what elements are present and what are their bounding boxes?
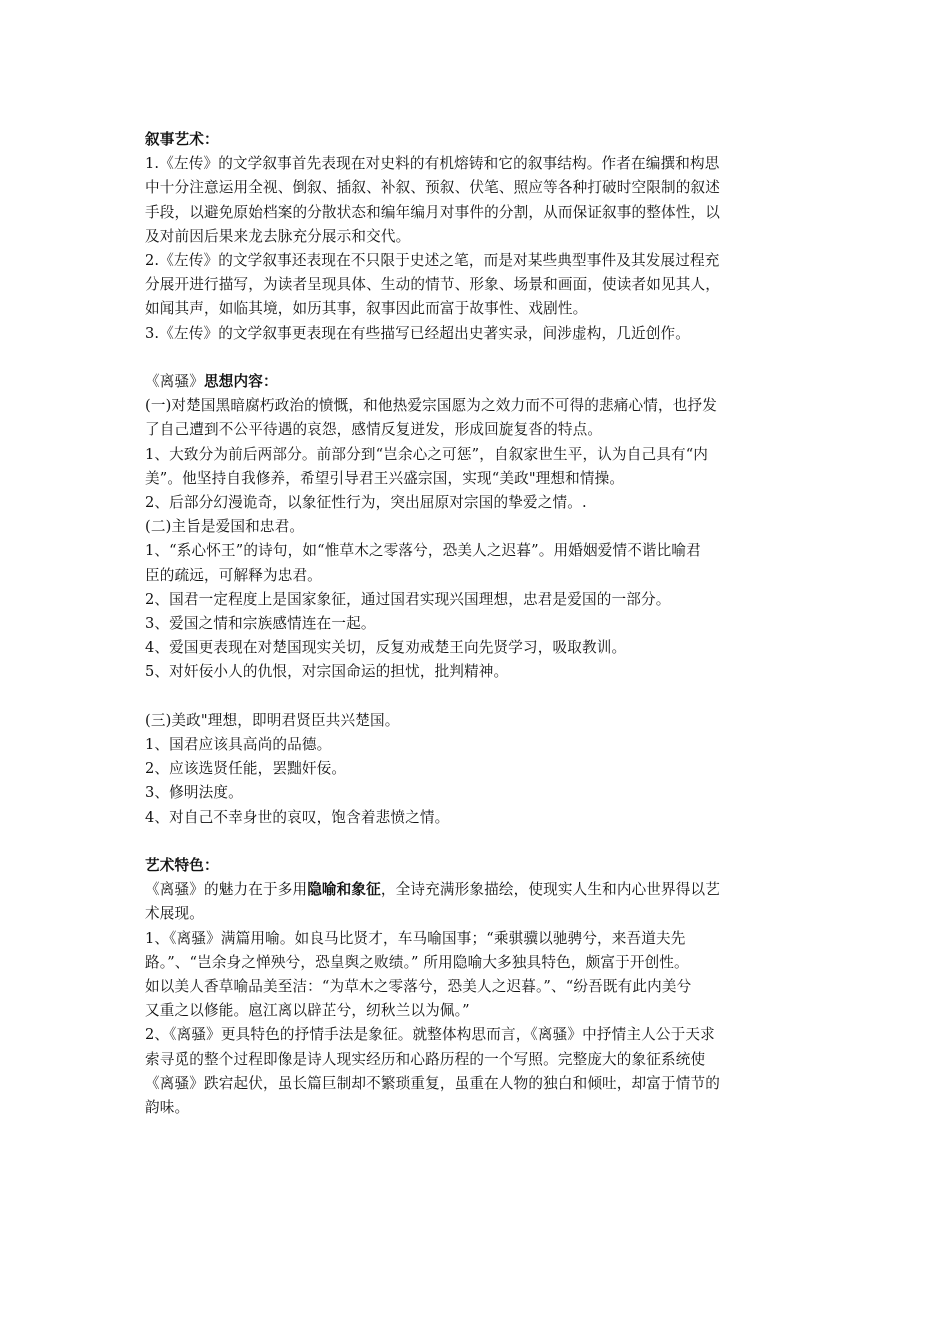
paragraph-line: 中十分注意运用全视、倒叙、插叙、补叙、预叙、伏笔、照应等各种打破时空限制的叙述: [145, 179, 721, 197]
paragraph-line: 3、爱国之情和宗族感情连在一起。: [145, 615, 376, 633]
paragraph-line: 及对前因后果来龙去脉充分展示和交代。: [145, 227, 411, 245]
section-art-features-body: [145, 902, 810, 1120]
document-page: [145, 128, 810, 1120]
section-narrative-art-body: [145, 152, 810, 346]
paragraph-line: 2、国君一定程度上是国家象征，通过国君实现兴国理想，忠君是爱国的一部分。: [145, 590, 671, 608]
intro-prefix: 《离骚》的魅力在于多用: [145, 881, 308, 899]
blank-line: [145, 685, 810, 709]
paragraph-line: 韵味。: [145, 1099, 190, 1117]
paragraph-line: 3.《左传》的文学叙事更表现在有些描写已经超出史著实录，间涉虚构，几近创作。: [145, 324, 691, 342]
paragraph-line: 5、对奸佞小人的仇恨，对宗国命运的担忧，批判精神。: [145, 663, 509, 681]
paragraph-line: 4、爱国更表现在对楚国现实关切，反复劝戒楚王向先贤学习，吸取教训。: [145, 639, 627, 657]
blank-line: [145, 830, 810, 854]
heading-prefix: 《离骚》: [145, 373, 204, 391]
paragraph-line: 《离骚》跌宕起伏，虽长篇巨制却不繁琐重复，虽重在人物的独白和倾吐，却富于情节的: [145, 1074, 721, 1092]
paragraph-line: 路。”、“岂余身之惮殃兮，恐皇舆之败绩。” 所用隐喻大多独具特色，颇富于开创性。: [145, 953, 689, 971]
paragraph-line: 1、“系心怀王”的诗句，如“惟草木之零落兮，恐美人之迟暮”。用婚姻爱情不谐比喻君: [145, 542, 701, 560]
paragraph-line: (三)美政"理想，即明君贤臣共兴楚国。: [145, 711, 400, 729]
section-lisao-ideal-body: [145, 709, 810, 830]
paragraph-line: 手段，以避免原始档案的分散状态和编年编月对事件的分割，从而保证叙事的整体性，以: [145, 203, 721, 221]
section-heading-art-features: 艺术特色：: [145, 857, 219, 875]
section-lisao-content-body: [145, 394, 810, 684]
section-heading-lisao-content: [145, 370, 810, 394]
paragraph-line: 2、《离骚》更具特色的抒情手法是象征。就整体构思而言，《离骚》中抒情主人公于天求: [145, 1026, 715, 1044]
paragraph-line: 1、国君应该具高尚的品德。: [145, 736, 332, 754]
paragraph-line: 术展现。: [145, 905, 204, 923]
paragraph-line: 如闻其声，如临其境，如历其事，叙事因此而富于故事性、戏剧性。: [145, 300, 588, 318]
blank-line: [145, 346, 810, 370]
paragraph-line: 1.《左传》的文学叙事首先表现在对史料的有机熔铸和它的叙事结构。作者在编撰和构思: [145, 155, 720, 173]
section-heading-narrative-art: 叙事艺术：: [145, 131, 219, 148]
paragraph-line: 2.《左传》的文学叙事还表现在不只限于史述之笔，而是对某些典型事件及其发展过程充: [145, 252, 720, 270]
intro-bold: 隐喻和象征: [307, 881, 381, 899]
paragraph-line: 1、大致分为前后两部分。前部分到“岂余心之可惩”，自叙家世生平，认为自己具有“内: [145, 445, 709, 463]
paragraph-line: (一)对楚国黑暗腐朽政治的愤慨，和他热爱宗国愿为之效力而不可得的悲痛心情，也抒发: [145, 397, 717, 415]
intro-suffix: ，全诗充满形象描绘，使现实人生和内心世界得以艺: [380, 881, 721, 899]
paragraph-line: 1、《离骚》满篇用喻。如良马比贤才，车马喻国事；“乘骐骥以驰骋兮，来吾道夫先: [145, 929, 686, 947]
paragraph-line: 索寻觅的整个过程即像是诗人现实经历和心路历程的一个写照。完整庞大的象征系统使: [145, 1050, 706, 1068]
paragraph-line-intro: [145, 878, 810, 902]
paragraph-line: (二)主旨是爱国和忠君。: [145, 518, 305, 536]
paragraph-line: 美”。他坚持自我修养，希望引导君王兴盛宗国，实现“美政"理想和情操。: [145, 469, 625, 487]
paragraph-line: 又重之以修能。扈江离以辟芷兮，纫秋兰以为佩。”: [145, 1002, 470, 1020]
heading-bold: 思想内容：: [203, 373, 278, 391]
paragraph-line: 3、修明法度。: [145, 784, 243, 802]
paragraph-line: 2、后部分幻漫诡奇，以象征性行为，突出屈原对宗国的挚爱之情。.: [145, 494, 587, 512]
paragraph-line: 如以美人香草喻品美至洁：“为草木之零落兮，恐美人之迟暮。”、“纷吾既有此内美兮: [145, 978, 692, 996]
paragraph-line: 2、应该选贤任能，罢黜奸佞。: [145, 760, 347, 778]
paragraph-line: 4、对自己不幸身世的哀叹，饱含着悲愤之情。: [145, 808, 450, 826]
paragraph-line: 分展开进行描写，为读者呈现具体、生动的情节、形象、场景和画面，使读者如见其人，: [145, 276, 721, 294]
paragraph-line: 臣的疏远，可解释为忠君。: [145, 566, 322, 584]
paragraph-line: 了自己遭到不公平待遇的哀怨，感情反复迸发，形成回旋复沓的特点。: [145, 421, 603, 439]
